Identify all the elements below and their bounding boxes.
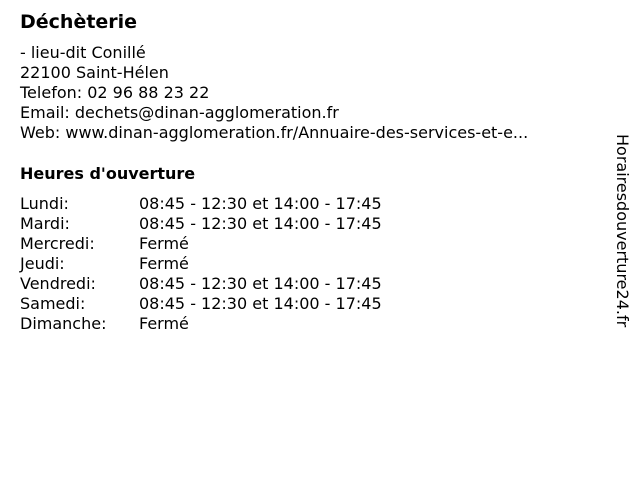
email-line: Email: dechets@dinan-agglomeration.fr: [20, 103, 339, 122]
hours-row-friday: [20, 274, 382, 294]
address-line-1: - lieu-dit Conillé: [20, 43, 146, 62]
hours-row-wednesday: [20, 234, 382, 254]
website-line: Web: www.dinan-agglomeration.fr/Annuaire-des-services-et-e...: [20, 123, 529, 142]
site-watermark: Horairesdouverture24.fr: [613, 134, 632, 328]
address-block: [20, 43, 528, 143]
opening-hours-heading: Heures d'ouverture: [20, 164, 196, 183]
hours-row-thursday: [20, 254, 382, 274]
day-label: Mercredi:: [20, 234, 95, 253]
phone-line: Telefon: 02 96 88 23 22: [20, 83, 210, 102]
day-hours: 08:45 - 12:30 et 14:00 - 17:45: [139, 214, 382, 233]
day-label: Samedi:: [20, 294, 86, 313]
day-label: Lundi:: [20, 194, 69, 213]
day-label: Mardi:: [20, 214, 70, 233]
day-label: Dimanche:: [20, 314, 107, 333]
day-hours: 08:45 - 12:30 et 14:00 - 17:45: [139, 294, 382, 313]
day-hours: 08:45 - 12:30 et 14:00 - 17:45: [139, 274, 382, 293]
opening-hours-list: [20, 194, 382, 334]
address-line-2: 22100 Saint-Hélen: [20, 63, 169, 82]
hours-row-monday: [20, 194, 382, 214]
day-hours: Fermé: [139, 254, 189, 273]
day-hours: Fermé: [139, 314, 189, 333]
day-label: Vendredi:: [20, 274, 96, 293]
hours-row-saturday: [20, 294, 382, 314]
day-label: Jeudi:: [20, 254, 65, 273]
day-hours: Fermé: [139, 234, 189, 253]
page-title: Déchèterie: [20, 11, 138, 33]
hours-row-sunday: [20, 314, 382, 334]
day-hours: 08:45 - 12:30 et 14:00 - 17:45: [139, 194, 382, 213]
hours-row-tuesday: [20, 214, 382, 234]
